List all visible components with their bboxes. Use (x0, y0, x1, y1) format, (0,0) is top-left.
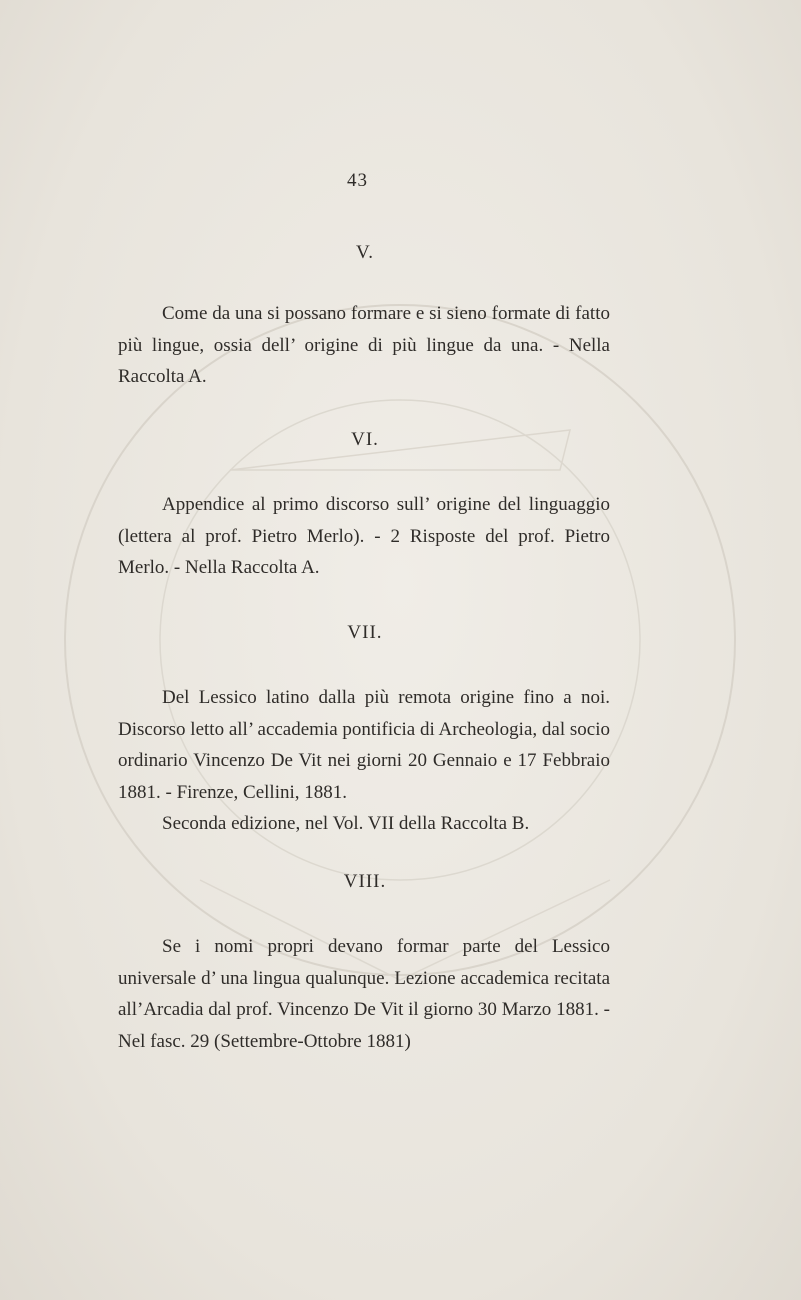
section-heading-vii: VII. (347, 622, 383, 643)
paragraph: Seconda edizione, nel Vol. VII della Raccolta B. (162, 813, 530, 834)
section-body-viii (118, 931, 610, 1057)
paragraph: Del Lessico latino dalla più remota origine fino a noi. Discorso letto all’ accademia pontificia di Archeologia, dal socio ordinario Vincenzo De Vit nei giorni 20 Gennaio e 17 Febbraio 1881. - Firenze, Cellini, 1881. (118, 687, 610, 803)
section-heading-viii: VIII. (343, 871, 387, 892)
paragraph: Appendice al primo discorso sull’ origine del linguaggio (lettera al prof. Pietro Merlo). - 2 Risposte del prof. Pietro Merlo. - Nella Raccolta A. (118, 494, 610, 578)
section-heading-v: V. (355, 242, 375, 263)
section-body-vii (118, 682, 610, 840)
paragraph: Se i nomi propri devano formar parte del Lessico universale d’ una lingua qualunque. Lezione accademica recitata all’Arcadia dal prof. Vincenzo De Vit il giorno 30 Marzo 1881. - Nel fasc. 29 (Settembre-Ottobre 1881) (118, 936, 610, 1052)
section-body-vi (118, 489, 610, 584)
page-number: 43 (347, 170, 368, 191)
section-body-v (118, 298, 610, 393)
section-heading-vi: VI. (351, 429, 379, 450)
paragraph: Come da una si possano formare e si sieno formate di fatto più lingue, ossia dell’ origine di più lingue da una. - Nella Raccolta A. (118, 303, 610, 387)
